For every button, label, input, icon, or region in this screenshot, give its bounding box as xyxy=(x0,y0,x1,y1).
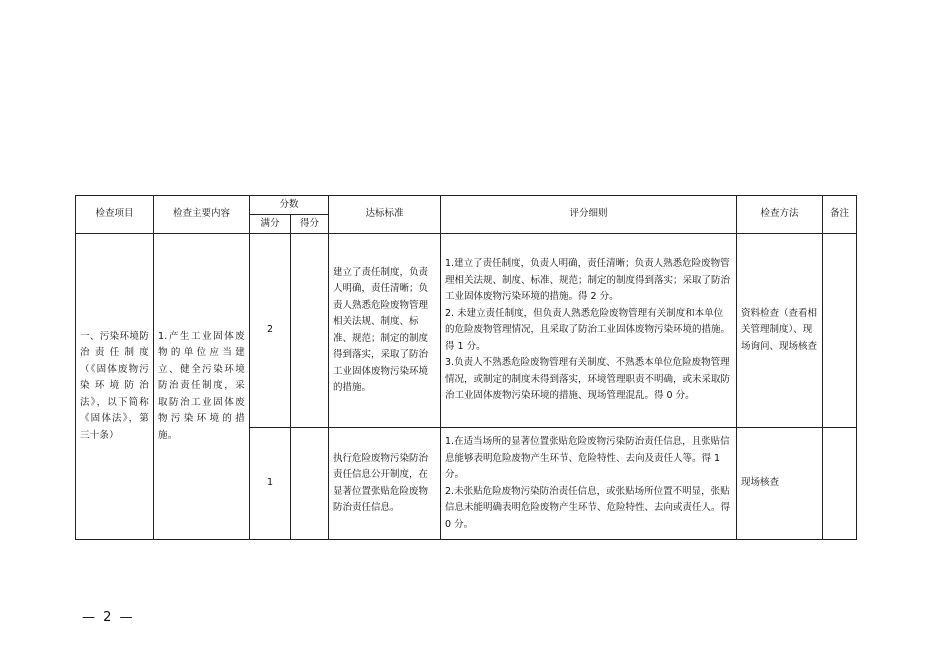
inspection-item-cell: 一、污染环境防治责任制度（《固体废物污染环境防治法》，以下简称《固体法》，第三十条） xyxy=(76,234,154,540)
remark-cell xyxy=(823,234,857,428)
detail-item: 2.未张贴危险废物污染防治责任信息，或张贴场所位置不明显，张贴信息未能明确表明危险废物产生环节、危险特性、去向或责任人。得 0 分。 xyxy=(445,485,731,530)
page-number: — 2 — xyxy=(82,610,135,625)
standard-cell: 建立了责任制度，负责人明确，责任清晰；负责人熟悉危险废物管理相关法规、制度、标准、规范；制定的制度得到落实，采取了防治工业固体废物污染环境的措施。 xyxy=(329,234,441,428)
header-content: 检查主要内容 xyxy=(154,196,250,234)
full-score-cell: 1 xyxy=(250,428,291,540)
inspection-table xyxy=(75,195,857,540)
detail-cell xyxy=(441,234,737,428)
method-cell: 现场核查 xyxy=(737,428,823,540)
header-score: 分数 xyxy=(250,196,329,215)
method-cell: 资料检查（查看相关管理制度）、现场询问、现场核查 xyxy=(737,234,823,428)
header-got-score: 得分 xyxy=(291,215,329,234)
got-score-cell xyxy=(291,234,329,428)
header-remark: 备注 xyxy=(823,196,857,234)
standard-cell: 执行危险废物污染防治责任信息公开制度，在显著位置张贴危险废物防治责任信息。 xyxy=(329,428,441,540)
remark-cell xyxy=(823,428,857,540)
header-detail: 评分细则 xyxy=(441,196,737,234)
detail-item: 2. 未建立责任制度，但负责人熟悉危险废物管理有关制度和本单位的危险废物管理情况，且采取了防治工业固体废物污染环境的措施。得 1 分。 xyxy=(445,307,731,352)
detail-cell xyxy=(441,428,737,540)
got-score-cell xyxy=(291,428,329,540)
header-standard: 达标标准 xyxy=(329,196,441,234)
detail-item: 3.负责人不熟悉危险废物管理有关制度、不熟悉本单位危险废物管理情况，或制定的制度未得到落实，环境管理职责不明确，或未采取防治工业固体废物污染环境的措施、现场管理混乱。得 0 分。 xyxy=(445,357,731,402)
header-full-score: 满分 xyxy=(250,215,291,234)
table-row xyxy=(76,234,857,428)
header-method: 检查方法 xyxy=(737,196,823,234)
detail-item: 1.在适当场所的显著位置张贴危险废物污染防治责任信息，且张贴信息能够表明危险废物产生环节、危险特性、去向及责任人等。得 1 分。 xyxy=(445,436,730,480)
inspection-content-cell: 1.产生工业固体废物的单位应当建立、健全污染环境防治责任制度，采取防治工业固体废物污染环境的措施。 xyxy=(154,234,250,540)
full-score-cell: 2 xyxy=(250,234,291,428)
header-item: 检查项目 xyxy=(76,196,154,234)
detail-item: 1.建立了责任制度，负责人明确，责任清晰；负责人熟悉危险废物管理相关法规、制度、标准、规范；制定的制度得到落实；采取了防治工业固体废物污染环境的措施。得 2 分。 xyxy=(445,258,731,303)
